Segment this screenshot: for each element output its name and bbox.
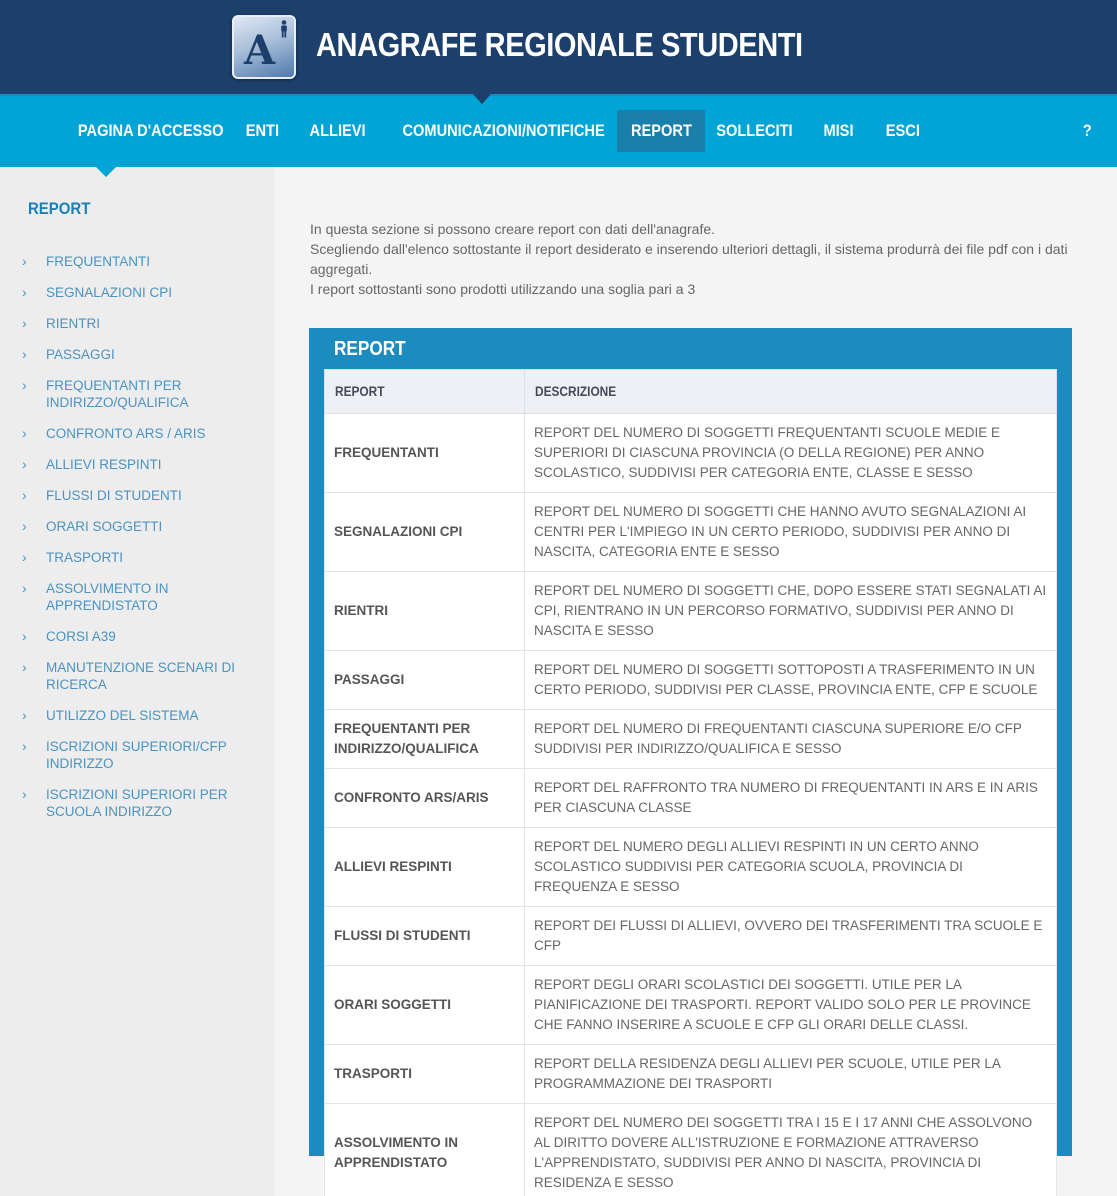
chevron-right-icon: ›	[22, 518, 27, 534]
report-name[interactable]: SEGNALAZIONI CPI	[325, 493, 525, 572]
table-row[interactable]	[325, 414, 1057, 493]
main-nav	[0, 94, 1117, 167]
person-icon-svg	[279, 20, 289, 38]
report-name[interactable]: TRASPORTI	[325, 1045, 525, 1104]
chevron-right-icon: ›	[22, 707, 27, 723]
column-header-report: REPORT	[325, 370, 525, 414]
intro-line: I report sottostanti sono prodotti utilizzando una soglia pari a 3	[310, 281, 696, 297]
chevron-right-icon: ›	[22, 487, 27, 503]
chevron-right-icon: ›	[22, 253, 27, 269]
sidebar-item-label: UTILIZZO DEL SISTEMA	[46, 708, 199, 723]
chevron-right-icon: ›	[22, 549, 27, 565]
report-description: REPORT DEL NUMERO DI SOGGETTI CHE HANNO AVUTO SEGNALAZIONI AI CENTRI PER L'IMPIEGO IN UN CERTO PERIODO, SUDDIVISI PER ANNO DI NASCITA, CATEGORIA ENTE E SESSO	[525, 493, 1057, 572]
chevron-right-icon: ›	[22, 786, 27, 802]
nav-misi[interactable]: MISI	[822, 121, 854, 140]
chevron-right-icon: ›	[22, 284, 27, 300]
report-description: REPORT DEL NUMERO DI SOGGETTI FREQUENTANTI SCUOLE MEDIE E SUPERIORI DI CIASCUNA PROVINCIA (O DELLA REGIONE) PER ANNO SCOLASTICO, SUDDIVISI PER CATEGORIA ENTE, CLASSE E SESSO	[525, 414, 1057, 493]
report-name[interactable]: FLUSSI DI STUDENTI	[325, 907, 525, 966]
sidebar-item-label: ISCRIZIONI SUPERIORI PER SCUOLA INDIRIZZO	[46, 787, 228, 819]
logo-letter: A	[244, 27, 276, 74]
sidebar-item-label: SEGNALAZIONI CPI	[46, 285, 173, 300]
intro-line: In questa sezione si possono creare report con dati dell'anagrafe.	[310, 221, 716, 237]
sidebar	[0, 167, 274, 1196]
help-button[interactable]: ?	[1082, 121, 1092, 140]
sidebar-item-frequentanti-indirizzo[interactable]	[0, 377, 274, 411]
report-description: REPORT DEL RAFFRONTO TRA NUMERO DI FREQUENTANTI IN ARS E IN ARIS PER CIASCUNA CLASSE	[525, 769, 1057, 828]
header-pointer	[473, 94, 491, 104]
nav-solleciti[interactable]: SOLLECITI	[716, 121, 793, 140]
intro-line: Scegliendo dall'elenco sottostante il report desiderato e inserendo ulteriori dettagli, il sistema produrrà dei file pdf con i dati aggregati.	[310, 241, 1068, 277]
sidebar-item-flussi-studenti[interactable]	[0, 487, 274, 504]
sidebar-item-label: ISCRIZIONI SUPERIORI/CFP INDIRIZZO	[46, 739, 227, 771]
nav-report[interactable]: REPORT	[617, 110, 705, 152]
table-row[interactable]	[325, 651, 1057, 710]
table-row[interactable]	[325, 907, 1057, 966]
report-name[interactable]: CONFRONTO ARS/ARIS	[325, 769, 525, 828]
report-name[interactable]: PASSAGGI	[325, 651, 525, 710]
table-row[interactable]	[325, 710, 1057, 769]
sidebar-item-segnalazioni-cpi[interactable]	[0, 284, 274, 301]
sidebar-item-utilizzo-sistema[interactable]	[0, 707, 274, 724]
nav-allievi[interactable]: ALLIEVI	[309, 121, 367, 140]
report-name[interactable]: ORARI SOGGETTI	[325, 966, 525, 1045]
sidebar-item-label: FREQUENTANTI PER INDIRIZZO/QUALIFICA	[46, 378, 189, 410]
sidebar-item-label: MANUTENZIONE SCENARI DI RICERCA	[46, 660, 236, 692]
report-description: REPORT DEL NUMERO DI FREQUENTANTI CIASCUNA SUPERIORE E/O CFP SUDDIVISI PER INDIRIZZO/QUALIFICA E SESSO	[525, 710, 1057, 769]
table-row[interactable]	[325, 769, 1057, 828]
sidebar-item-confronto-ars-aris[interactable]	[0, 425, 274, 442]
nav-pointer	[96, 167, 116, 177]
table-header-row	[325, 370, 1057, 414]
sidebar-item-label: ASSOLVIMENTO IN APPRENDISTATO	[46, 581, 169, 613]
sidebar-item-allievi-respinti[interactable]	[0, 456, 274, 473]
report-name[interactable]: ALLIEVI RESPINTI	[325, 828, 525, 907]
table-row[interactable]	[325, 828, 1057, 907]
report-name[interactable]: RIENTRI	[325, 572, 525, 651]
sidebar-item-label: TRASPORTI	[46, 550, 124, 565]
sidebar-item-frequentanti[interactable]	[0, 253, 274, 270]
report-name[interactable]: FREQUENTANTI	[325, 414, 525, 493]
report-name[interactable]: ASSOLVIMENTO IN APPRENDISTATO	[325, 1104, 525, 1196]
sidebar-item-label: CORSI A39	[46, 629, 116, 644]
report-description: REPORT DEL NUMERO DEGLI ALLIEVI RESPINTI IN UN CERTO ANNO SCOLASTICO SUDDIVISI PER CATEGORIA SCUOLA, PROVINCIA DI FREQUENZA E SESSO	[525, 828, 1057, 907]
sidebar-item-iscrizioni-superiori-scuola[interactable]	[0, 786, 274, 820]
main-content	[274, 167, 1117, 1196]
report-description: REPORT DELLA RESIDENZA DEGLI ALLIEVI PER SCUOLE, UTILE PER LA PROGRAMMAZIONE DEI TRASPORTI	[525, 1045, 1057, 1104]
column-header-descrizione: DESCRIZIONE	[525, 370, 1057, 414]
sidebar-item-manutenzione-scenari[interactable]	[0, 659, 274, 693]
app-title: ANAGRAFE REGIONALE STUDENTI	[316, 26, 803, 63]
chevron-right-icon: ›	[22, 628, 27, 644]
report-description: REPORT DEL NUMERO DI SOGGETTI SOTTOPOSTI A TRASFERIMENTO IN UN CERTO PERIODO, SUDDIVISI PER CLASSE, PROVINCIA ENTE, CFP E SCUOLE	[525, 651, 1057, 710]
person-icon	[279, 20, 289, 43]
sidebar-menu	[0, 253, 274, 834]
chevron-right-icon: ›	[22, 456, 27, 472]
chevron-right-icon: ›	[22, 377, 27, 393]
report-panel	[309, 328, 1072, 1190]
chevron-right-icon: ›	[22, 346, 27, 362]
sidebar-item-iscrizioni-superiori-cfp[interactable]	[0, 738, 274, 772]
table-row[interactable]	[325, 1045, 1057, 1104]
header-bar	[0, 0, 1117, 94]
sidebar-item-label: ALLIEVI RESPINTI	[46, 457, 162, 472]
sidebar-item-label: RIENTRI	[46, 316, 100, 331]
sidebar-item-label: FLUSSI DI STUDENTI	[46, 488, 182, 503]
nav-esci[interactable]: ESCI	[885, 121, 921, 140]
table-row[interactable]	[325, 1104, 1057, 1196]
chevron-right-icon: ›	[22, 580, 27, 596]
sidebar-item-orari-soggetti[interactable]	[0, 518, 274, 535]
table-row[interactable]	[325, 493, 1057, 572]
sidebar-item-passaggi[interactable]	[0, 346, 274, 363]
intro-text	[310, 219, 1070, 299]
report-description: REPORT DEI FLUSSI DI ALLIEVI, OVVERO DEI TRASFERIMENTI TRA SCUOLE E CFP	[525, 907, 1057, 966]
report-description: REPORT DEGLI ORARI SCOLASTICI DEI SOGGETTI. UTILE PER LA PIANIFICAZIONE DEI TRASPORTI. REPORT VALIDO SOLO PER LE PROVINCE CHE FANNO INSERIRE A SCUOLE E CFP GLI ORARI DELLE CLASSI.	[525, 966, 1057, 1045]
panel-title: REPORT	[334, 338, 406, 360]
chevron-right-icon: ›	[22, 315, 27, 331]
chevron-right-icon: ›	[22, 738, 27, 754]
report-name[interactable]: FREQUENTANTI PER INDIRIZZO/QUALIFICA	[325, 710, 525, 769]
report-description: REPORT DEL NUMERO DEI SOGGETTI TRA I 15 E I 17 ANNI CHE ASSOLVONO AL DIRITTO DOVERE ALL'ISTRUZIONE E FORMAZIONE ATTRAVERSO L'APPRENDISTATO, SUDDIVISI PER ANNO DI NASCITA, PROVINCIA DI RESIDENZA E SESSO	[525, 1104, 1057, 1196]
report-table	[324, 369, 1057, 1196]
sidebar-item-trasporti[interactable]	[0, 549, 274, 566]
table-row[interactable]	[325, 572, 1057, 651]
nav-enti[interactable]: ENTI	[245, 121, 279, 140]
table-row[interactable]	[325, 966, 1057, 1045]
app-logo[interactable]	[232, 15, 296, 79]
sidebar-item-label: PASSAGGI	[46, 347, 115, 362]
sidebar-item-label: FREQUENTANTI	[46, 254, 150, 269]
sidebar-item-label: CONFRONTO ARS / ARIS	[46, 426, 206, 441]
sidebar-item-rientri[interactable]	[0, 315, 274, 332]
nav-pagina-accesso[interactable]: PAGINA D'ACCESSO	[77, 121, 224, 140]
sidebar-item-label: ORARI SOGGETTI	[46, 519, 163, 534]
chevron-right-icon: ›	[22, 659, 27, 675]
report-description: REPORT DEL NUMERO DI SOGGETTI CHE, DOPO ESSERE STATI SEGNALATI AI CPI, RIENTRANO IN UN PERCORSO FORMATIVO, SUDDIVISI PER ANNO DI NASCITA E SESSO	[525, 572, 1057, 651]
chevron-right-icon: ›	[22, 425, 27, 441]
sidebar-item-corsi-a39[interactable]	[0, 628, 274, 645]
nav-comunicazioni-notifiche[interactable]: COMUNICAZIONI/NOTIFICHE	[402, 121, 605, 140]
sidebar-title: REPORT	[28, 199, 91, 218]
sidebar-item-assolvimento-apprendistato[interactable]	[0, 580, 274, 614]
